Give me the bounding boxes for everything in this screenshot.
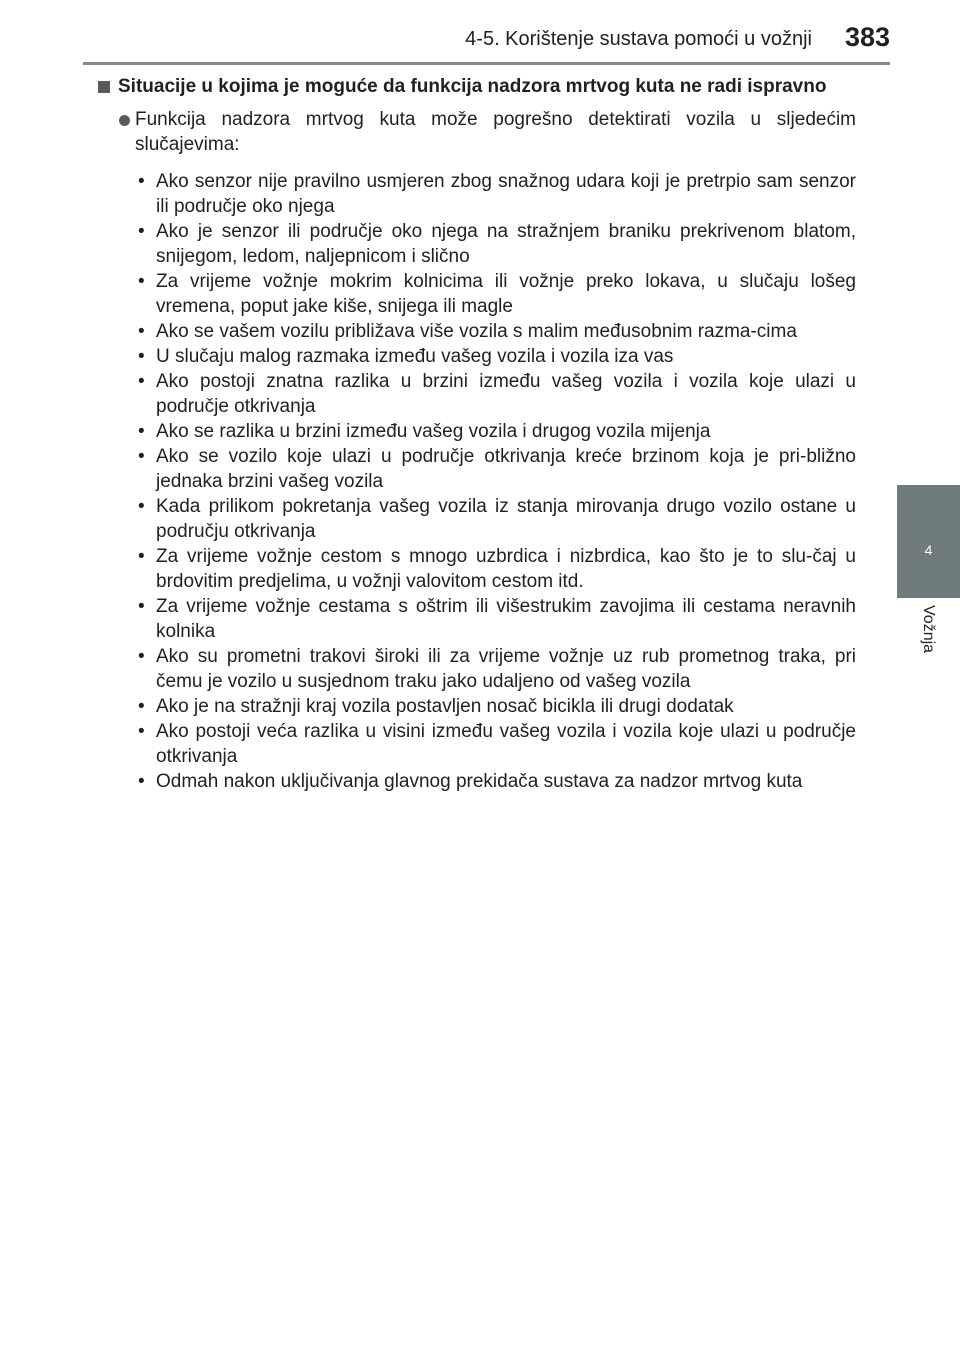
list-item: • Za vrijeme vožnje mokrim kolnicima ili vožnje preko lokava, u slučaju lošeg vremena, poput jake kiše, snijega ili magle xyxy=(138,271,856,317)
page-number: 383 xyxy=(844,22,890,52)
list-item: • Ako su prometni trakovi široki ili za vrijeme vožnje uz rub prometnog traka, pri čemu je vozilo u susjednom traku jako udaljeno od vašeg vozila xyxy=(138,646,856,692)
chapter-tab xyxy=(897,485,960,598)
chapter-label: Vožnja xyxy=(920,605,937,654)
bullet-icon: • xyxy=(138,421,145,442)
bullet-icon: • xyxy=(138,771,145,792)
list-item: • Ako je na stražnji kraj vozila postavljen nosač bicikla ili drugi dodatak xyxy=(138,696,734,717)
bullet-icon: • xyxy=(138,721,145,742)
main-content xyxy=(98,74,856,794)
list-item: • Ako postoji znatna razlika u brzini između vašeg vozila i vozila koje ulazi u područje otkrivanja xyxy=(138,371,856,417)
list-item: • U slučaju malog razmaka između vašeg vozila i vozila iza vas xyxy=(138,346,674,367)
bullet-icon: • xyxy=(138,446,145,467)
list-item: • Ako senzor nije pravilno usmjeren zbog snažnog udara koji je pretrpio sam senzor ili područje oko njega xyxy=(138,171,856,217)
bullet-icon: • xyxy=(138,546,145,567)
intro-text: Funkcija nadzora mrtvog kuta može pogrešno detektirati vozila u sljedećim slučajevima: xyxy=(135,109,856,155)
header-rule xyxy=(83,62,890,65)
bullet-icon: • xyxy=(138,321,145,342)
list-item: • Za vrijeme vožnje cestom s mnogo uzbrdica i nizbrdica, kao što je to slu-čaj u brdovitim predjelima, u vožnji valovitom cestom itd. xyxy=(138,546,856,592)
section-title: 4-5. Korištenje sustava pomoći u vožnji xyxy=(465,28,812,50)
list-item: • Ako je senzor ili područje oko njega na stražnjem braniku prekrivenom blatom, snijegom, ledom, naljepnicom i slično xyxy=(138,221,856,267)
bullet-icon: • xyxy=(138,346,145,367)
intro-paragraph xyxy=(98,107,856,157)
list-item: • Ako postoji veća razlika u visini između vašeg vozila i vozila koje ulazi u područje otkrivanja xyxy=(138,721,856,767)
bullet-icon: • xyxy=(138,696,145,717)
bullet-icon: • xyxy=(138,496,145,517)
list-item: • Za vrijeme vožnje cestama s oštrim ili višestrukim zavojima ili cestama neravnih kolnika xyxy=(138,596,856,642)
round-bullet-icon xyxy=(119,115,130,126)
list-item: • Odmah nakon uključivanja glavnog prekidača sustava za nadzor mrtvog kuta xyxy=(138,771,803,792)
bullet-icon: • xyxy=(138,271,145,292)
chapter-label-box xyxy=(897,600,960,680)
list-item: • Kada prilikom pokretanja vašeg vozila iz stanja mirovanja drugo vozilo ostane u području otkrivanja xyxy=(138,496,856,542)
bullet-icon: • xyxy=(138,171,145,192)
section-heading xyxy=(98,74,856,99)
list-item: • Ako se vašem vozilu približava više vozila s malim međusobnim razma-cima xyxy=(138,321,797,342)
heading-text: Situacije u kojima je moguće da funkcija nadzora mrtvog kuta ne radi ispravno xyxy=(118,76,827,97)
chapter-number: 4 xyxy=(924,542,933,558)
square-bullet-icon xyxy=(98,81,110,93)
condition-list xyxy=(98,169,856,794)
page-header xyxy=(0,0,960,64)
bullet-icon: • xyxy=(138,646,145,667)
bullet-icon: • xyxy=(138,371,145,392)
bullet-icon: • xyxy=(138,596,145,617)
bullet-icon: • xyxy=(138,221,145,242)
list-item: • Ako se razlika u brzini između vašeg vozila i drugog vozila mijenja xyxy=(138,421,711,442)
list-item: • Ako se vozilo koje ulazi u područje otkrivanja kreće brzinom koja je pri-bližno jednaka brzini vašeg vozila xyxy=(138,446,856,492)
